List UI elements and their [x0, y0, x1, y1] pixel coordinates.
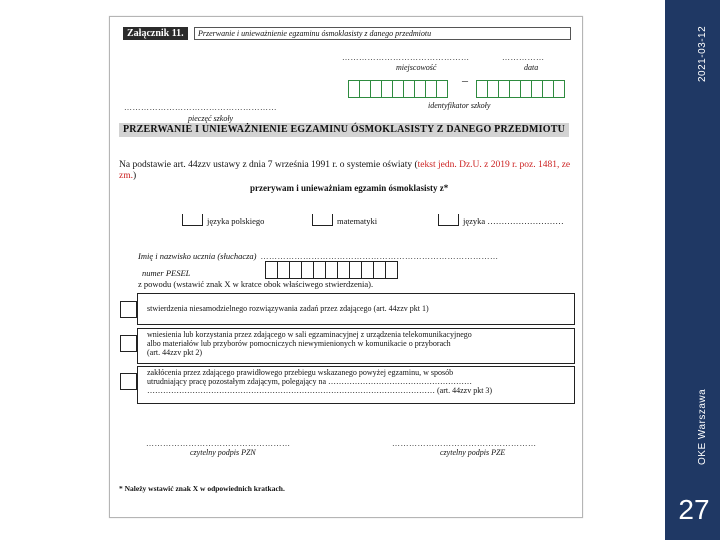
slide-date: 2021-03-12	[697, 25, 708, 82]
subject-math[interactable]: matematyki	[312, 214, 377, 226]
footnote: * Należy wstawić znak X w odpowiednich kratkach.	[119, 484, 285, 493]
subject-math-checkbox[interactable]	[312, 214, 333, 226]
school-id-boxes-right[interactable]	[476, 80, 564, 98]
pesel-label: numer PESEL	[142, 268, 191, 278]
reason-3-checkbox[interactable]	[120, 373, 137, 390]
subject-language-checkbox[interactable]	[438, 214, 459, 226]
sign-pzn-dots: ……………………………………………	[146, 439, 291, 448]
student-name-row: Imię i nazwisko ucznia (słuchacza) …………………………………………………………………………	[138, 251, 499, 261]
school-id-boxes-left[interactable]	[348, 80, 447, 98]
attachment-title: Przerwanie i unieważnienie egzaminu ósmoklasisty z danego przedmiotu	[194, 27, 571, 40]
subject-language[interactable]: języka ………………………	[438, 214, 564, 226]
form-document	[109, 16, 583, 518]
decision-text: przerywam i unieważniam egzamin ósmoklasisty z*	[250, 183, 449, 193]
reason-2-checkbox[interactable]	[120, 335, 137, 352]
reason-1-text: stwierdzenia niesamodzielnego rozwiązywania zadań przez zdającego (art. 44zzv pkt 1)	[147, 304, 429, 313]
pesel-boxes[interactable]	[265, 261, 397, 279]
slide-sidebar	[665, 0, 720, 540]
place-label: miejscowość	[396, 63, 437, 72]
subject-polish[interactable]: języka polskiego	[182, 214, 264, 226]
legal-basis: Na podstawie art. 44zzv ustawy z dnia 7 września 1991 r. o systemie oświaty (tekst jedn. Dz.U. z 2019 r. poz. 1481, ze zm.)	[119, 160, 571, 181]
reason-3-text: zakłócenia przez zdającego prawidłowego przebiegu wskazanego powyżej egzaminu, w sposób utrudniający pracę pozostałym zdającym, polegający na ……………………………………………… ……………………………………………………………………………………………… (art. 44zzv pkt 3)	[147, 368, 493, 395]
reason-intro: z powodu (wstawić znak X w kratce obok właściwego stwierdzenia).	[138, 279, 374, 289]
school-id-dash: –	[462, 73, 468, 87]
place-dots: ………………………………………	[342, 53, 470, 62]
student-name-dots: …………………………………………………………………………	[260, 252, 499, 261]
reason-1-checkbox[interactable]	[120, 301, 137, 318]
sign-pze-dots: ……………………………………………	[392, 439, 537, 448]
school-dots: ………………………………………………	[124, 103, 277, 112]
date-label: data	[524, 63, 539, 72]
attachment-label: Załącznik 11.	[123, 27, 188, 40]
school-label: pieczęć szkoły	[188, 114, 234, 123]
sign-pze-label: czytelny podpis PZE	[440, 448, 506, 457]
sign-pzn-label: czytelny podpis PZN	[190, 448, 256, 457]
page-number: 27	[678, 494, 710, 525]
school-id-label: identyfikator szkoły	[428, 101, 491, 110]
legal-reference: tekst jedn. Dz.U. z 2019 r. poz. 1481, ze zm.	[119, 160, 571, 181]
reason-2-text: wniesienia lub korzystania przez zdającego w sali egzaminacyjnej z urządzenia telekomunikacyjnego albo materiałów lub przyborów pomocniczych niewymienionych w komunikacie o przyborach (art. 44zzv pkt 2)	[147, 330, 472, 357]
subject-polish-checkbox[interactable]	[182, 214, 203, 226]
form-heading: PRZERWANIE I UNIEWAŻNIENIE EGZAMINU ÓSMOKLASISTY Z DANEGO PRZEDMIOTU	[119, 123, 569, 137]
date-dots: ……………	[502, 53, 545, 62]
organization-name: OKE Warszawa	[697, 388, 708, 465]
